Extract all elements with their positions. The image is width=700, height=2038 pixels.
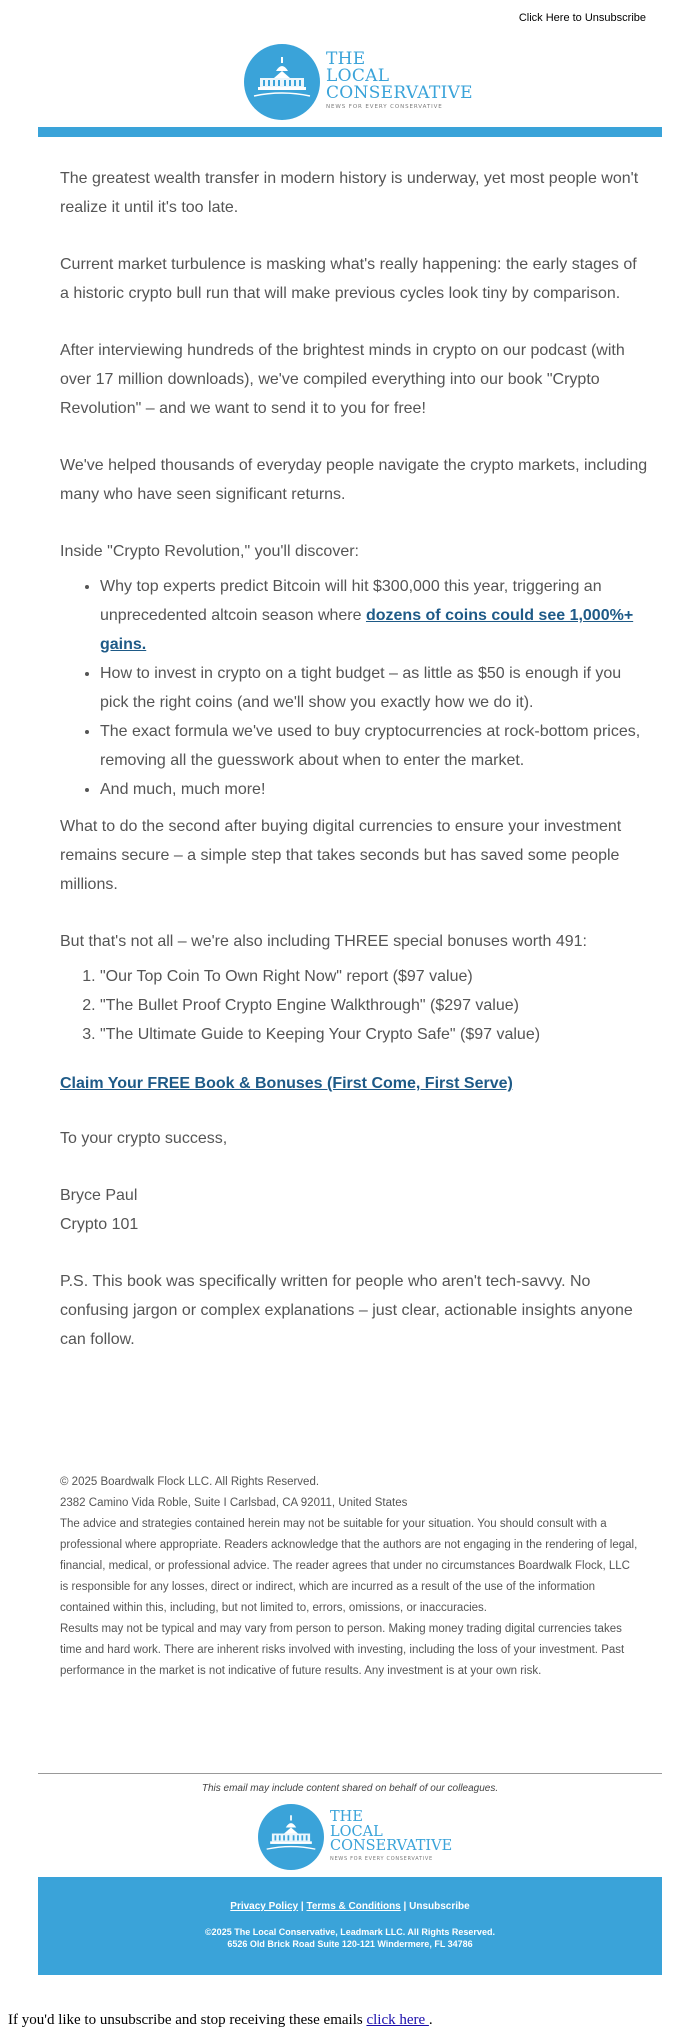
disclaimer-results: Results may not be typical and may vary from person to person. Making money trading digital currencies takes time and hard work. There are inherent risks involved with investing, including the loss of your investment. Past performance in the market is not indicative of future results. Any investment is at your own risk.: [60, 1623, 625, 1677]
author-name: Bryce Paul: [60, 1187, 138, 1204]
capitol-icon: [258, 1804, 324, 1870]
author-title: Crypto 101: [60, 1216, 139, 1233]
bullet-1-text: Why top experts predict Bitcoin will hit $300,000 this year, triggering an unprecedented altcoin season where: [100, 578, 602, 624]
logo-tagline: NEWS FOR EVERY CONSERVATIVE: [330, 1855, 433, 1862]
privacy-policy-link[interactable]: Privacy Policy: [230, 1901, 299, 1912]
footer-copyright-block: [38, 1926, 662, 1950]
paragraph-secure: What to do the second after buying digital currencies to ensure your investment remains secure – a simple step that takes seconds but has saved some people millions.: [60, 818, 622, 893]
bonus-list: [60, 962, 650, 1049]
legal-disclaimer: [60, 1472, 640, 1682]
coins-gains-link[interactable]: dozens of coins could see 1,000%+ gains.: [100, 607, 634, 653]
shared-content-note: This email may include content shared on behalf of our colleagues.: [201, 1783, 499, 1794]
header-divider-bar: [38, 127, 662, 137]
logo-line-2: LOCAL: [326, 66, 390, 86]
signoff: To your crypto success,: [60, 1130, 228, 1147]
link-separator: |: [403, 1901, 407, 1912]
paragraph-bonuses: But that's not all – we're also including THREE special bonuses worth 491:: [60, 933, 587, 950]
footer-bar: [38, 1877, 662, 1975]
logo-line-3: CONSERVATIVE: [326, 83, 473, 103]
brand-logo[interactable]: [244, 44, 473, 120]
logo-line-1: THE: [330, 1809, 363, 1825]
logo-line-2: LOCAL: [330, 1823, 383, 1840]
logo-line-1: THE: [326, 49, 366, 69]
list-item: • How to invest in crypto on a tight budget – as little as $50 is enough if you pick the right coins (and we'll show you exactly how we do it).: [100, 659, 650, 717]
postscript: P.S. This book was specifically written for people who aren't tech-savvy. No confusing jargon or complex explanations – just clear, actionable insights anyone can follow.: [60, 1273, 633, 1348]
list-item: • And much, much more!: [100, 775, 650, 804]
footer-links: [38, 1901, 662, 1912]
bottom-period: .: [428, 2012, 433, 2028]
claim-book-link[interactable]: Claim Your FREE Book & Bonuses (First Come, First Serve): [60, 1075, 513, 1092]
paragraph-intro: The greatest wealth transfer in modern history is underway, yet most people won't realize it until it's too late.: [60, 170, 639, 216]
list-item: 3. "The Ultimate Guide to Keeping Your Crypto Safe" ($97 value): [100, 1020, 650, 1049]
footer-brand-logo[interactable]: [258, 1804, 454, 1870]
terms-link[interactable]: Terms & Conditions: [306, 1901, 401, 1912]
list-item: [100, 572, 650, 659]
bottom-unsubscribe-text: If you'd like to unsubscribe and stop receiving these emails: [8, 2012, 367, 2028]
footer-address: 6526 Old Brick Road Suite 120-121 Windermere, FL 34786: [227, 1939, 473, 1949]
list-item: 2. "The Bullet Proof Crypto Engine Walkthrough" ($297 value): [100, 991, 650, 1020]
logo-line-3: CONSERVATIVE: [330, 1838, 453, 1854]
footer-unsubscribe-link[interactable]: Unsubscribe: [409, 1901, 470, 1912]
benefits-list: [60, 572, 650, 804]
list-item: • The exact formula we've used to buy cryptocurrencies at rock-bottom prices, removing all the guesswork about when to enter the market.: [100, 717, 650, 775]
disclaimer-advice: The advice and strategies contained herein may not be suitable for your situation. You should consult with a professional where appropriate. Readers acknowledge that the authors are not engaging in the rendering of legal, financial, medical, or professional advice. The reader agrees that under no circumstances Boardwalk Flock, LLC is responsible for any losses, direct or indirect, which are incurred as a result of the use of the information contained within this, including, but not limited to, errors, omissions, or inaccuracies.: [60, 1518, 638, 1614]
paragraph-market: Current market turbulence is masking what's really happening: the early stages of a historic crypto bull run that will make previous cycles look tiny by comparison.: [60, 256, 637, 302]
logo-wordmark: [326, 51, 473, 110]
footer-logo-wordmark: [330, 1810, 452, 1862]
bottom-unsubscribe-line: [8, 2012, 433, 2029]
disclaimer-copyright: © 2025 Boardwalk Flock LLC. All Rights Reserved.: [60, 1476, 320, 1488]
logo-tagline: NEWS FOR EVERY CONSERVATIVE: [326, 104, 443, 110]
list-item: 1. "Our Top Coin To Own Right Now" report ($97 value): [100, 962, 650, 991]
paragraph-discover: Inside "Crypto Revolution," you'll discover:: [60, 543, 359, 560]
footer-divider: [38, 1773, 662, 1774]
claim-paragraph: [60, 1069, 650, 1098]
disclaimer-address: 2382 Camino Vida Roble, Suite I Carlsbad, CA 92011, United States: [60, 1497, 408, 1509]
paragraph-book-offer: After interviewing hundreds of the brightest minds in crypto on our podcast (with over 17 million downloads), we've compiled everything into our book "Crypto Revolution" – and we want to send it to you for free!: [60, 342, 625, 417]
author-block: [60, 1181, 650, 1239]
link-separator: |: [300, 1901, 304, 1912]
unsubscribe-top-link[interactable]: Click Here to Unsubscribe: [518, 12, 646, 24]
email-body: [60, 164, 650, 1382]
footer-copyright: ©2025 The Local Conservative, Leadmark LLC. All Rights Reserved.: [205, 1927, 495, 1937]
capitol-icon: [244, 44, 320, 120]
bottom-unsubscribe-link[interactable]: click here: [366, 2012, 429, 2028]
paragraph-helped: We've helped thousands of everyday people navigate the crypto markets, including many who have seen significant returns.: [60, 457, 648, 503]
